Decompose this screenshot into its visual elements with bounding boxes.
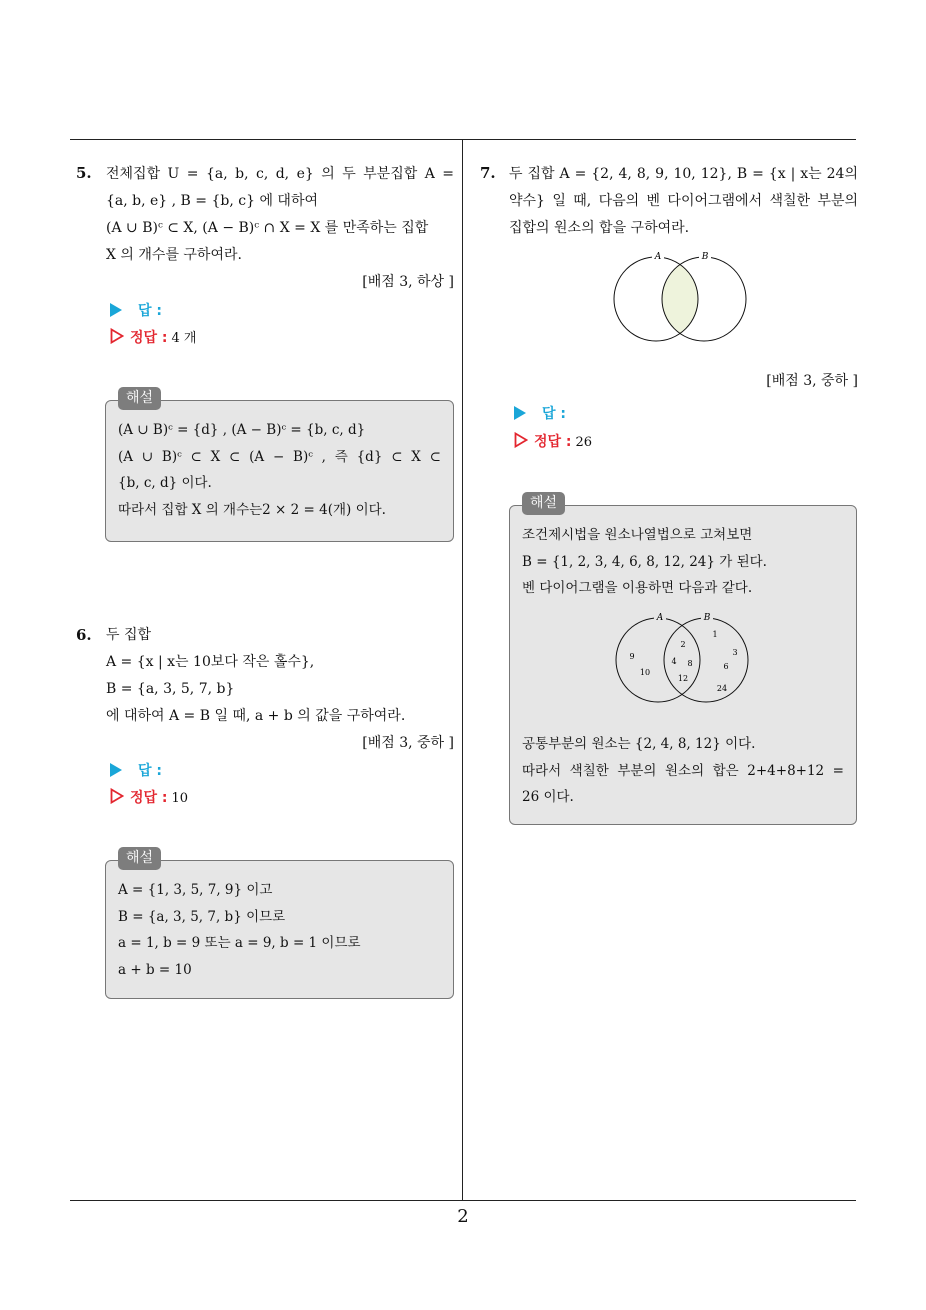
explanation-tag: 해설 <box>522 492 565 515</box>
q7-correct-answer <box>514 431 592 451</box>
explanation-line: (A ∪ B)ᶜ = {d} , (A − B)ᶜ = {b, c, d} <box>118 422 366 438</box>
top-rule <box>70 139 856 140</box>
venn-element: 3 <box>732 648 738 657</box>
q5-line: {a, b, e} , B = {b, c} 에 대하여 <box>106 193 318 209</box>
q5-explanation <box>118 417 441 523</box>
q7-line: 약수} 일 때, 다음의 벤 다이어그램에서 색칠한 부분의 <box>509 193 858 209</box>
explanation-line: 조건제시법을 원소나열법으로 고쳐보면 <box>522 527 753 543</box>
explanation-line: a + b = 10 <box>118 961 192 978</box>
q6-number: 6. <box>76 626 92 644</box>
explanation-line: A = {1, 3, 5, 7, 9} 이고 <box>118 882 273 898</box>
q5-number: 5. <box>76 164 92 182</box>
explanation-line: a = 1, b = 9 또는 a = 9, b = 1 이므로 <box>118 935 361 951</box>
explanation-line: 따라서 색칠한 부분의 원소의 합은 2+4+8+12 = <box>522 762 844 779</box>
venn-diagram-shaded <box>608 248 758 350</box>
venn-element: 24 <box>716 684 728 693</box>
q7-answer <box>514 403 566 423</box>
venn-element: 10 <box>639 668 651 677</box>
q6-question <box>106 622 454 757</box>
q5-explanation-box <box>105 390 454 542</box>
explanation-line: 26 이다. <box>522 789 574 805</box>
q7-line: 집합의 원소의 합을 구하여라. <box>509 220 690 236</box>
venn-element: 9 <box>629 652 635 661</box>
q5-line: 전체집합 U = {a, b, c, d, e} 의 두 부분집합 A = <box>106 166 454 182</box>
explanation-line: {b, c, d} 이다. <box>118 475 212 491</box>
venn-element: 1 <box>712 630 718 639</box>
venn-element: 2 <box>680 640 686 649</box>
q5-answer <box>110 300 162 320</box>
q7-number: 7. <box>480 164 496 182</box>
answer-label: 답 : <box>138 763 162 779</box>
q7-explanation-box <box>509 495 857 825</box>
venn-label-b: B <box>701 252 709 262</box>
q6-answer <box>110 760 162 780</box>
q5-line: X 의 개수를 구하여라. <box>106 247 242 263</box>
q5-correct-answer <box>110 327 197 347</box>
q6-line: 두 집합 <box>106 627 152 643</box>
q7-line: 두 집합 A = {2, 4, 8, 9, 10, 12}, B = {x | x는 24의 <box>509 166 858 182</box>
q5-score: [배점 3, 하상 ] <box>362 274 454 290</box>
correct-value: 10 <box>171 791 189 806</box>
play-triangle-icon <box>110 303 122 317</box>
explanation-tag: 해설 <box>118 387 161 410</box>
explanation-line: B = {a, 3, 5, 7, b} 이므로 <box>118 908 286 925</box>
venn-element: 4 <box>671 657 677 666</box>
q7-score: [배점 3, 중하 ] <box>766 373 858 389</box>
outline-triangle-icon <box>514 432 528 448</box>
q6-line: 에 대하여 A = B 일 때, a + b 의 값을 구하여라. <box>106 708 406 724</box>
explanation-line: B = {1, 2, 3, 4, 6, 8, 12, 24} 가 된다. <box>522 553 767 570</box>
venn-diagram-elements <box>610 609 760 711</box>
venn-label-a: A <box>654 252 662 262</box>
venn-element: 6 <box>723 662 729 671</box>
correct-label: 정답 : <box>130 330 168 346</box>
explanation-tag: 해설 <box>118 847 161 870</box>
venn-element: 8 <box>687 659 693 668</box>
q6-line: A = {x | x는 10보다 작은 홀수}, <box>106 654 315 670</box>
q5-question <box>106 161 454 296</box>
q7-score-wrap <box>509 368 858 395</box>
q7-explanation-top <box>522 522 844 602</box>
q6-explanation <box>118 877 441 983</box>
bottom-rule <box>70 1200 856 1201</box>
explanation-line: (A ∪ B)ᶜ ⊂ X ⊂ (A − B)ᶜ , 즉 {d} ⊂ X ⊂ <box>118 448 441 465</box>
explanation-line: 공통부분의 원소는 {2, 4, 8, 12} 이다. <box>522 736 756 752</box>
q6-explanation-box <box>105 850 454 999</box>
correct-label: 정답 : <box>130 790 168 806</box>
play-triangle-icon <box>514 406 526 420</box>
explanation-line: 벤 다이어그램을 이용하면 다음과 같다. <box>522 580 753 596</box>
venn-element: 12 <box>677 674 689 683</box>
correct-value: 4 개 <box>171 331 197 346</box>
venn-label-a: A <box>656 613 664 623</box>
q7-question <box>509 161 858 242</box>
q6-line: B = {a, 3, 5, 7, b} <box>106 681 235 697</box>
q6-score: [배점 3, 중하 ] <box>362 735 454 751</box>
correct-value: 26 <box>575 435 593 450</box>
outline-triangle-icon <box>110 328 124 344</box>
explanation-line: 따라서 집합 X 의 개수는2 × 2 = 4(개) 이다. <box>118 501 386 518</box>
column-divider <box>462 139 463 1201</box>
venn-label-b: B <box>703 613 711 623</box>
outline-triangle-icon <box>110 788 124 804</box>
play-triangle-icon <box>110 763 122 777</box>
page-number: 2 <box>457 1206 469 1227</box>
answer-label: 답 : <box>542 406 566 422</box>
venn-circle-b <box>664 618 748 702</box>
correct-label: 정답 : <box>534 434 572 450</box>
q5-line: (A ∪ B)ᶜ ⊂ X, (A − B)ᶜ ∩ X = X 를 만족하는 집합 <box>106 220 429 236</box>
answer-label: 답 : <box>138 303 162 319</box>
q7-explanation-bottom <box>522 731 844 811</box>
q6-correct-answer <box>110 787 188 807</box>
